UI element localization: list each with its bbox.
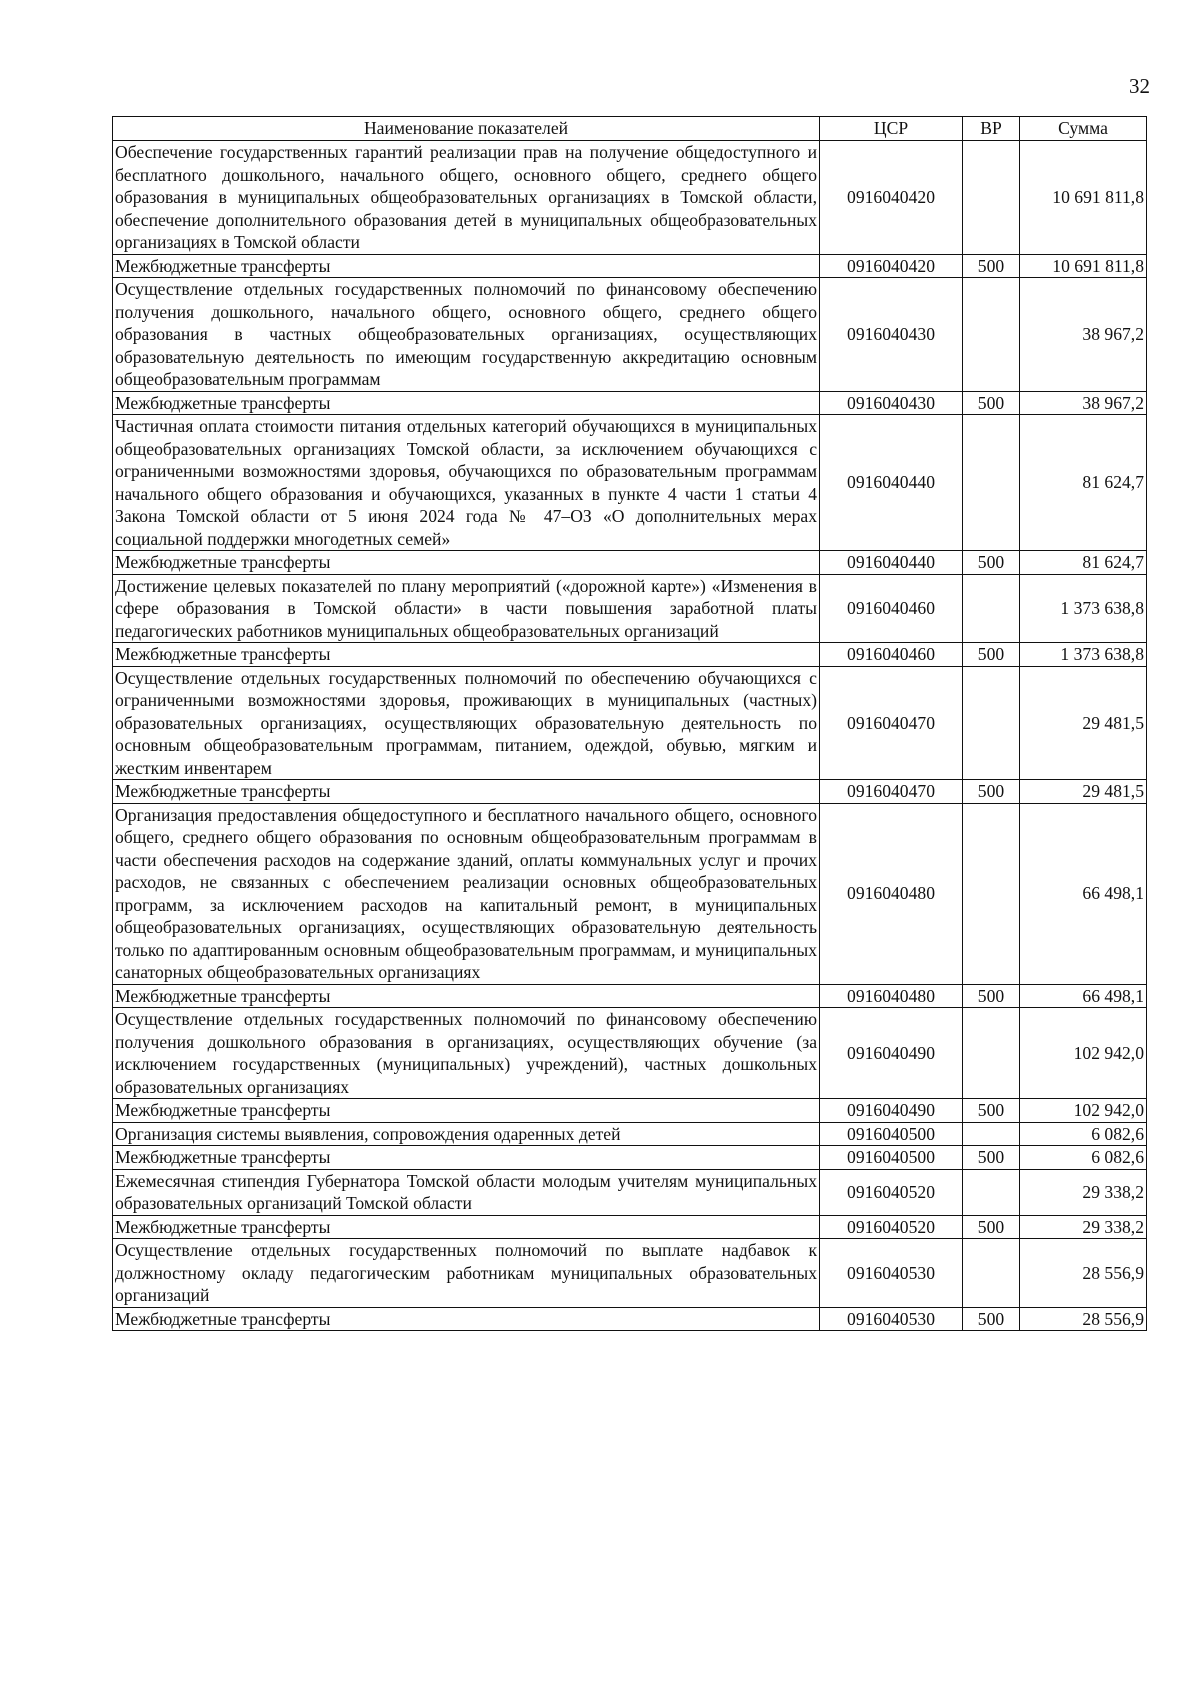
table-row xyxy=(113,1146,1147,1170)
row-sum-cell: 66 498,1 xyxy=(1020,984,1147,1008)
row-vr-cell: 500 xyxy=(963,643,1020,667)
row-sum-cell: 29 481,5 xyxy=(1020,666,1147,780)
row-csr-cell: 0916040530 xyxy=(820,1239,963,1308)
table-row xyxy=(113,278,1147,392)
row-vr-cell xyxy=(963,1239,1020,1308)
table-row xyxy=(113,1307,1147,1331)
row-name-cell: Осуществление отдельных государственных полномочий по финансовому обеспечению получения дошкольного образования в организациях, осуществляющих обучение (за исключением государственных (муниципальных) учреждений), частных дошкольных образовательных организациях xyxy=(113,1008,820,1099)
row-name-cell: Межбюджетные трансферты xyxy=(113,643,820,667)
header-csr: ЦСР xyxy=(820,117,963,141)
row-vr-cell xyxy=(963,1122,1020,1146)
header-sum: Сумма xyxy=(1020,117,1147,141)
row-name-cell: Межбюджетные трансферты xyxy=(113,1099,820,1123)
table-row xyxy=(113,1122,1147,1146)
row-name-cell: Осуществление отдельных государственных полномочий по выплате надбавок к должностному окладу педагогическим работникам муниципальных образовательных организаций xyxy=(113,1239,820,1308)
row-sum-cell: 81 624,7 xyxy=(1020,551,1147,575)
row-vr-cell: 500 xyxy=(963,1146,1020,1170)
row-sum-cell: 6 082,6 xyxy=(1020,1122,1147,1146)
table-row xyxy=(113,415,1147,551)
row-name-cell: Межбюджетные трансферты xyxy=(113,254,820,278)
row-sum-cell: 38 967,2 xyxy=(1020,278,1147,392)
row-csr-cell: 0916040520 xyxy=(820,1215,963,1239)
row-name-cell: Межбюджетные трансферты xyxy=(113,391,820,415)
row-sum-cell: 6 082,6 xyxy=(1020,1146,1147,1170)
row-sum-cell: 1 373 638,8 xyxy=(1020,643,1147,667)
row-name-cell: Межбюджетные трансферты xyxy=(113,1215,820,1239)
row-csr-cell: 0916040460 xyxy=(820,574,963,643)
table-row xyxy=(113,666,1147,780)
row-csr-cell: 0916040500 xyxy=(820,1122,963,1146)
table-row xyxy=(113,803,1147,984)
row-vr-cell: 500 xyxy=(963,551,1020,575)
row-sum-cell: 10 691 811,8 xyxy=(1020,141,1147,255)
row-name-cell: Межбюджетные трансферты xyxy=(113,1307,820,1331)
row-name-cell: Ежемесячная стипендия Губернатора Томской области молодым учителям муниципальных образовательных организаций Томской области xyxy=(113,1169,820,1215)
row-vr-cell xyxy=(963,803,1020,984)
table-header-row xyxy=(113,117,1147,141)
page-number: 32 xyxy=(1129,74,1150,98)
row-vr-cell xyxy=(963,574,1020,643)
row-csr-cell: 0916040460 xyxy=(820,643,963,667)
row-vr-cell xyxy=(963,141,1020,255)
row-vr-cell: 500 xyxy=(963,1215,1020,1239)
row-name-cell: Осуществление отдельных государственных полномочий по обеспечению обучающихся с ограниченными возможностями здоровья, проживающих в муниципальных (частных) образовательных организациях, осуществляющих образовательную деятельность по основным общеобразовательным программам, питанием, одеждой, обувью, мягким и жестким инвентарем xyxy=(113,666,820,780)
row-csr-cell: 0916040440 xyxy=(820,551,963,575)
header-name: Наименование показателей xyxy=(113,117,820,141)
row-name-cell: Организация системы выявления, сопровождения одаренных детей xyxy=(113,1122,820,1146)
row-vr-cell xyxy=(963,666,1020,780)
row-csr-cell: 0916040490 xyxy=(820,1008,963,1099)
table-row xyxy=(113,141,1147,255)
budget-table xyxy=(112,116,1147,1331)
row-sum-cell: 28 556,9 xyxy=(1020,1307,1147,1331)
row-csr-cell: 0916040530 xyxy=(820,1307,963,1331)
table-row xyxy=(113,391,1147,415)
row-csr-cell: 0916040520 xyxy=(820,1169,963,1215)
table-row xyxy=(113,551,1147,575)
table-row xyxy=(113,643,1147,667)
row-name-cell: Межбюджетные трансферты xyxy=(113,1146,820,1170)
row-sum-cell: 28 556,9 xyxy=(1020,1239,1147,1308)
row-csr-cell: 0916040440 xyxy=(820,415,963,551)
row-vr-cell: 500 xyxy=(963,780,1020,804)
row-vr-cell: 500 xyxy=(963,254,1020,278)
row-csr-cell: 0916040430 xyxy=(820,278,963,392)
row-csr-cell: 0916040480 xyxy=(820,984,963,1008)
row-sum-cell: 29 338,2 xyxy=(1020,1215,1147,1239)
row-csr-cell: 0916040490 xyxy=(820,1099,963,1123)
table-body xyxy=(113,141,1147,1331)
row-vr-cell: 500 xyxy=(963,984,1020,1008)
table-row xyxy=(113,574,1147,643)
row-csr-cell: 0916040420 xyxy=(820,254,963,278)
row-vr-cell: 500 xyxy=(963,391,1020,415)
row-vr-cell: 500 xyxy=(963,1099,1020,1123)
row-vr-cell: 500 xyxy=(963,1307,1020,1331)
table-row xyxy=(113,254,1147,278)
table-row xyxy=(113,1099,1147,1123)
row-sum-cell: 1 373 638,8 xyxy=(1020,574,1147,643)
table-row xyxy=(113,1239,1147,1308)
row-sum-cell: 102 942,0 xyxy=(1020,1099,1147,1123)
row-name-cell: Осуществление отдельных государственных полномочий по финансовому обеспечению получения дошкольного, начального общего, основного общего, среднего общего образования в частных общеобразовательных организациях, осуществляющих образовательную деятельность по имеющим государственную аккредитацию основным общеобразовательным программам xyxy=(113,278,820,392)
row-vr-cell xyxy=(963,1008,1020,1099)
table-row xyxy=(113,984,1147,1008)
row-sum-cell: 81 624,7 xyxy=(1020,415,1147,551)
row-csr-cell: 0916040430 xyxy=(820,391,963,415)
table-row xyxy=(113,780,1147,804)
row-csr-cell: 0916040470 xyxy=(820,780,963,804)
header-vr: ВР xyxy=(963,117,1020,141)
row-csr-cell: 0916040480 xyxy=(820,803,963,984)
row-name-cell: Межбюджетные трансферты xyxy=(113,780,820,804)
row-sum-cell: 102 942,0 xyxy=(1020,1008,1147,1099)
row-name-cell: Межбюджетные трансферты xyxy=(113,984,820,1008)
row-sum-cell: 29 481,5 xyxy=(1020,780,1147,804)
row-sum-cell: 10 691 811,8 xyxy=(1020,254,1147,278)
row-csr-cell: 0916040420 xyxy=(820,141,963,255)
row-vr-cell xyxy=(963,278,1020,392)
row-name-cell: Частичная оплата стоимости питания отдельных категорий обучающихся в муниципальных общеобразовательных организациях Томской области, за исключением обучающихся с ограниченными возможностями здоровья, обучающихся по образовательным программам начального общего образования и обучающихся, указанных в пункте 4 части 1 статьи 4 Закона Томской области от 5 июня 2024 года № 47–ОЗ «О дополнительных мерах социальной поддержки многодетных семей» xyxy=(113,415,820,551)
row-vr-cell xyxy=(963,1169,1020,1215)
row-name-cell: Межбюджетные трансферты xyxy=(113,551,820,575)
row-vr-cell xyxy=(963,415,1020,551)
table-row xyxy=(113,1169,1147,1215)
table-row xyxy=(113,1008,1147,1099)
row-sum-cell: 66 498,1 xyxy=(1020,803,1147,984)
row-sum-cell: 29 338,2 xyxy=(1020,1169,1147,1215)
table-row xyxy=(113,1215,1147,1239)
row-sum-cell: 38 967,2 xyxy=(1020,391,1147,415)
row-name-cell: Достижение целевых показателей по плану мероприятий («дорожной карте») «Изменения в сфере образования в Томской области» в части повышения заработной платы педагогических работников муниципальных общеобразовательных организаций xyxy=(113,574,820,643)
row-name-cell: Обеспечение государственных гарантий реализации прав на получение общедоступного и бесплатного дошкольного, начального общего, основного общего, среднего общего образования в муниципальных общеобразовательных организациях в Томской области, обеспечение дополнительного образования детей в муниципальных общеобразовательных организациях в Томской области xyxy=(113,141,820,255)
row-name-cell: Организация предоставления общедоступного и бесплатного начального общего, основного общего, среднего общего образования по основным общеобразовательным программам в части обеспечения расходов на содержание зданий, оплаты коммунальных услуг и прочих расходов, не связанных с обеспечением реализации основных общеобразовательных программ, за исключением расходов на капитальный ремонт, в муниципальных общеобразовательных организациях, осуществляющих образовательную деятельность только по адаптированным основным общеобразовательным программам, и муниципальных санаторных общеобразовательных организациях xyxy=(113,803,820,984)
row-csr-cell: 0916040500 xyxy=(820,1146,963,1170)
row-csr-cell: 0916040470 xyxy=(820,666,963,780)
